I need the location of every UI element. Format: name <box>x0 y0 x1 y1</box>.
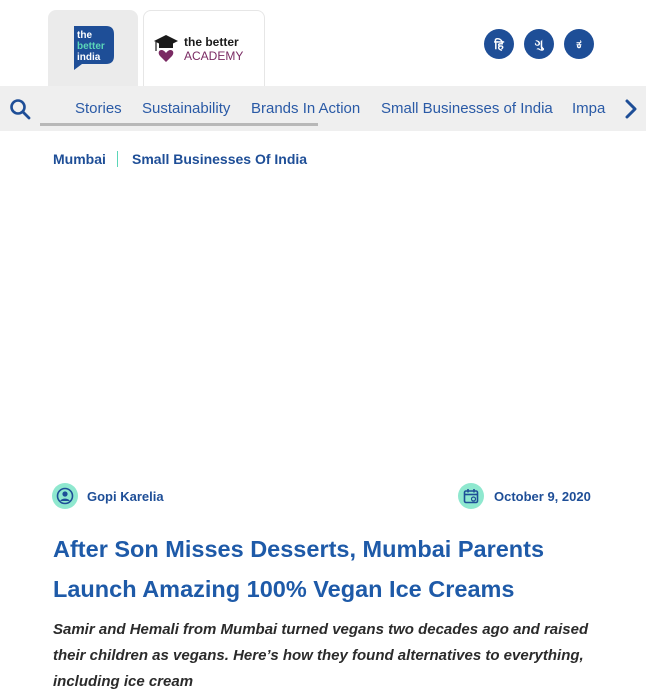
the-better-academy-logo-tab[interactable] <box>143 10 265 86</box>
nav-scroll-indicator[interactable] <box>40 123 318 126</box>
category-nav <box>0 86 646 131</box>
nav-item-small-businesses[interactable]: Small Businesses of India <box>381 100 553 117</box>
calendar-icon <box>458 483 484 509</box>
logo-word-better: better <box>77 41 105 52</box>
academy-word-the-better: the better <box>184 35 239 49</box>
nav-next-button[interactable] <box>610 86 646 131</box>
breadcrumb-category[interactable]: Small Businesses Of India <box>132 151 308 167</box>
academy-word-academy: ACADEMY <box>184 49 244 63</box>
breadcrumb-location[interactable]: Mumbai <box>53 151 106 167</box>
breadcrumb-divider <box>117 151 118 167</box>
site-header <box>0 0 646 86</box>
author-icon <box>52 483 78 509</box>
search-icon[interactable] <box>9 98 31 120</box>
language-hindi-button[interactable]: हि <box>484 29 514 59</box>
publish-date: October 9, 2020 <box>494 489 591 504</box>
language-kannada-button[interactable]: ಕ <box>564 29 594 59</box>
logo-word-india: india <box>77 52 101 63</box>
nav-item-stories[interactable]: Stories <box>75 100 122 117</box>
article-title: After Son Misses Desserts, Mumbai Parents Launch Amazing 100% Vegan Ice Creams <box>53 536 545 602</box>
the-better-india-logo-tab[interactable] <box>48 10 138 86</box>
nav-item-impact[interactable]: Impa <box>572 100 606 117</box>
author-name[interactable]: Gopi Karelia <box>87 489 164 504</box>
chevron-right-icon <box>624 99 638 119</box>
logo-word-the: the <box>77 30 92 41</box>
article-summary: Samir and Hemali from Mumbai turned vegans two decades ago and raised their children as vegans. Here’s how they found alternatives to everything, including ice cream <box>53 621 589 690</box>
nav-item-brands-in-action[interactable]: Brands In Action <box>251 100 361 117</box>
language-gujarati-button[interactable]: ગુ <box>524 29 554 59</box>
the-better-academy-logo <box>152 31 260 65</box>
the-better-india-logo <box>68 22 118 72</box>
nav-item-sustainability[interactable]: Sustainability <box>142 100 231 117</box>
